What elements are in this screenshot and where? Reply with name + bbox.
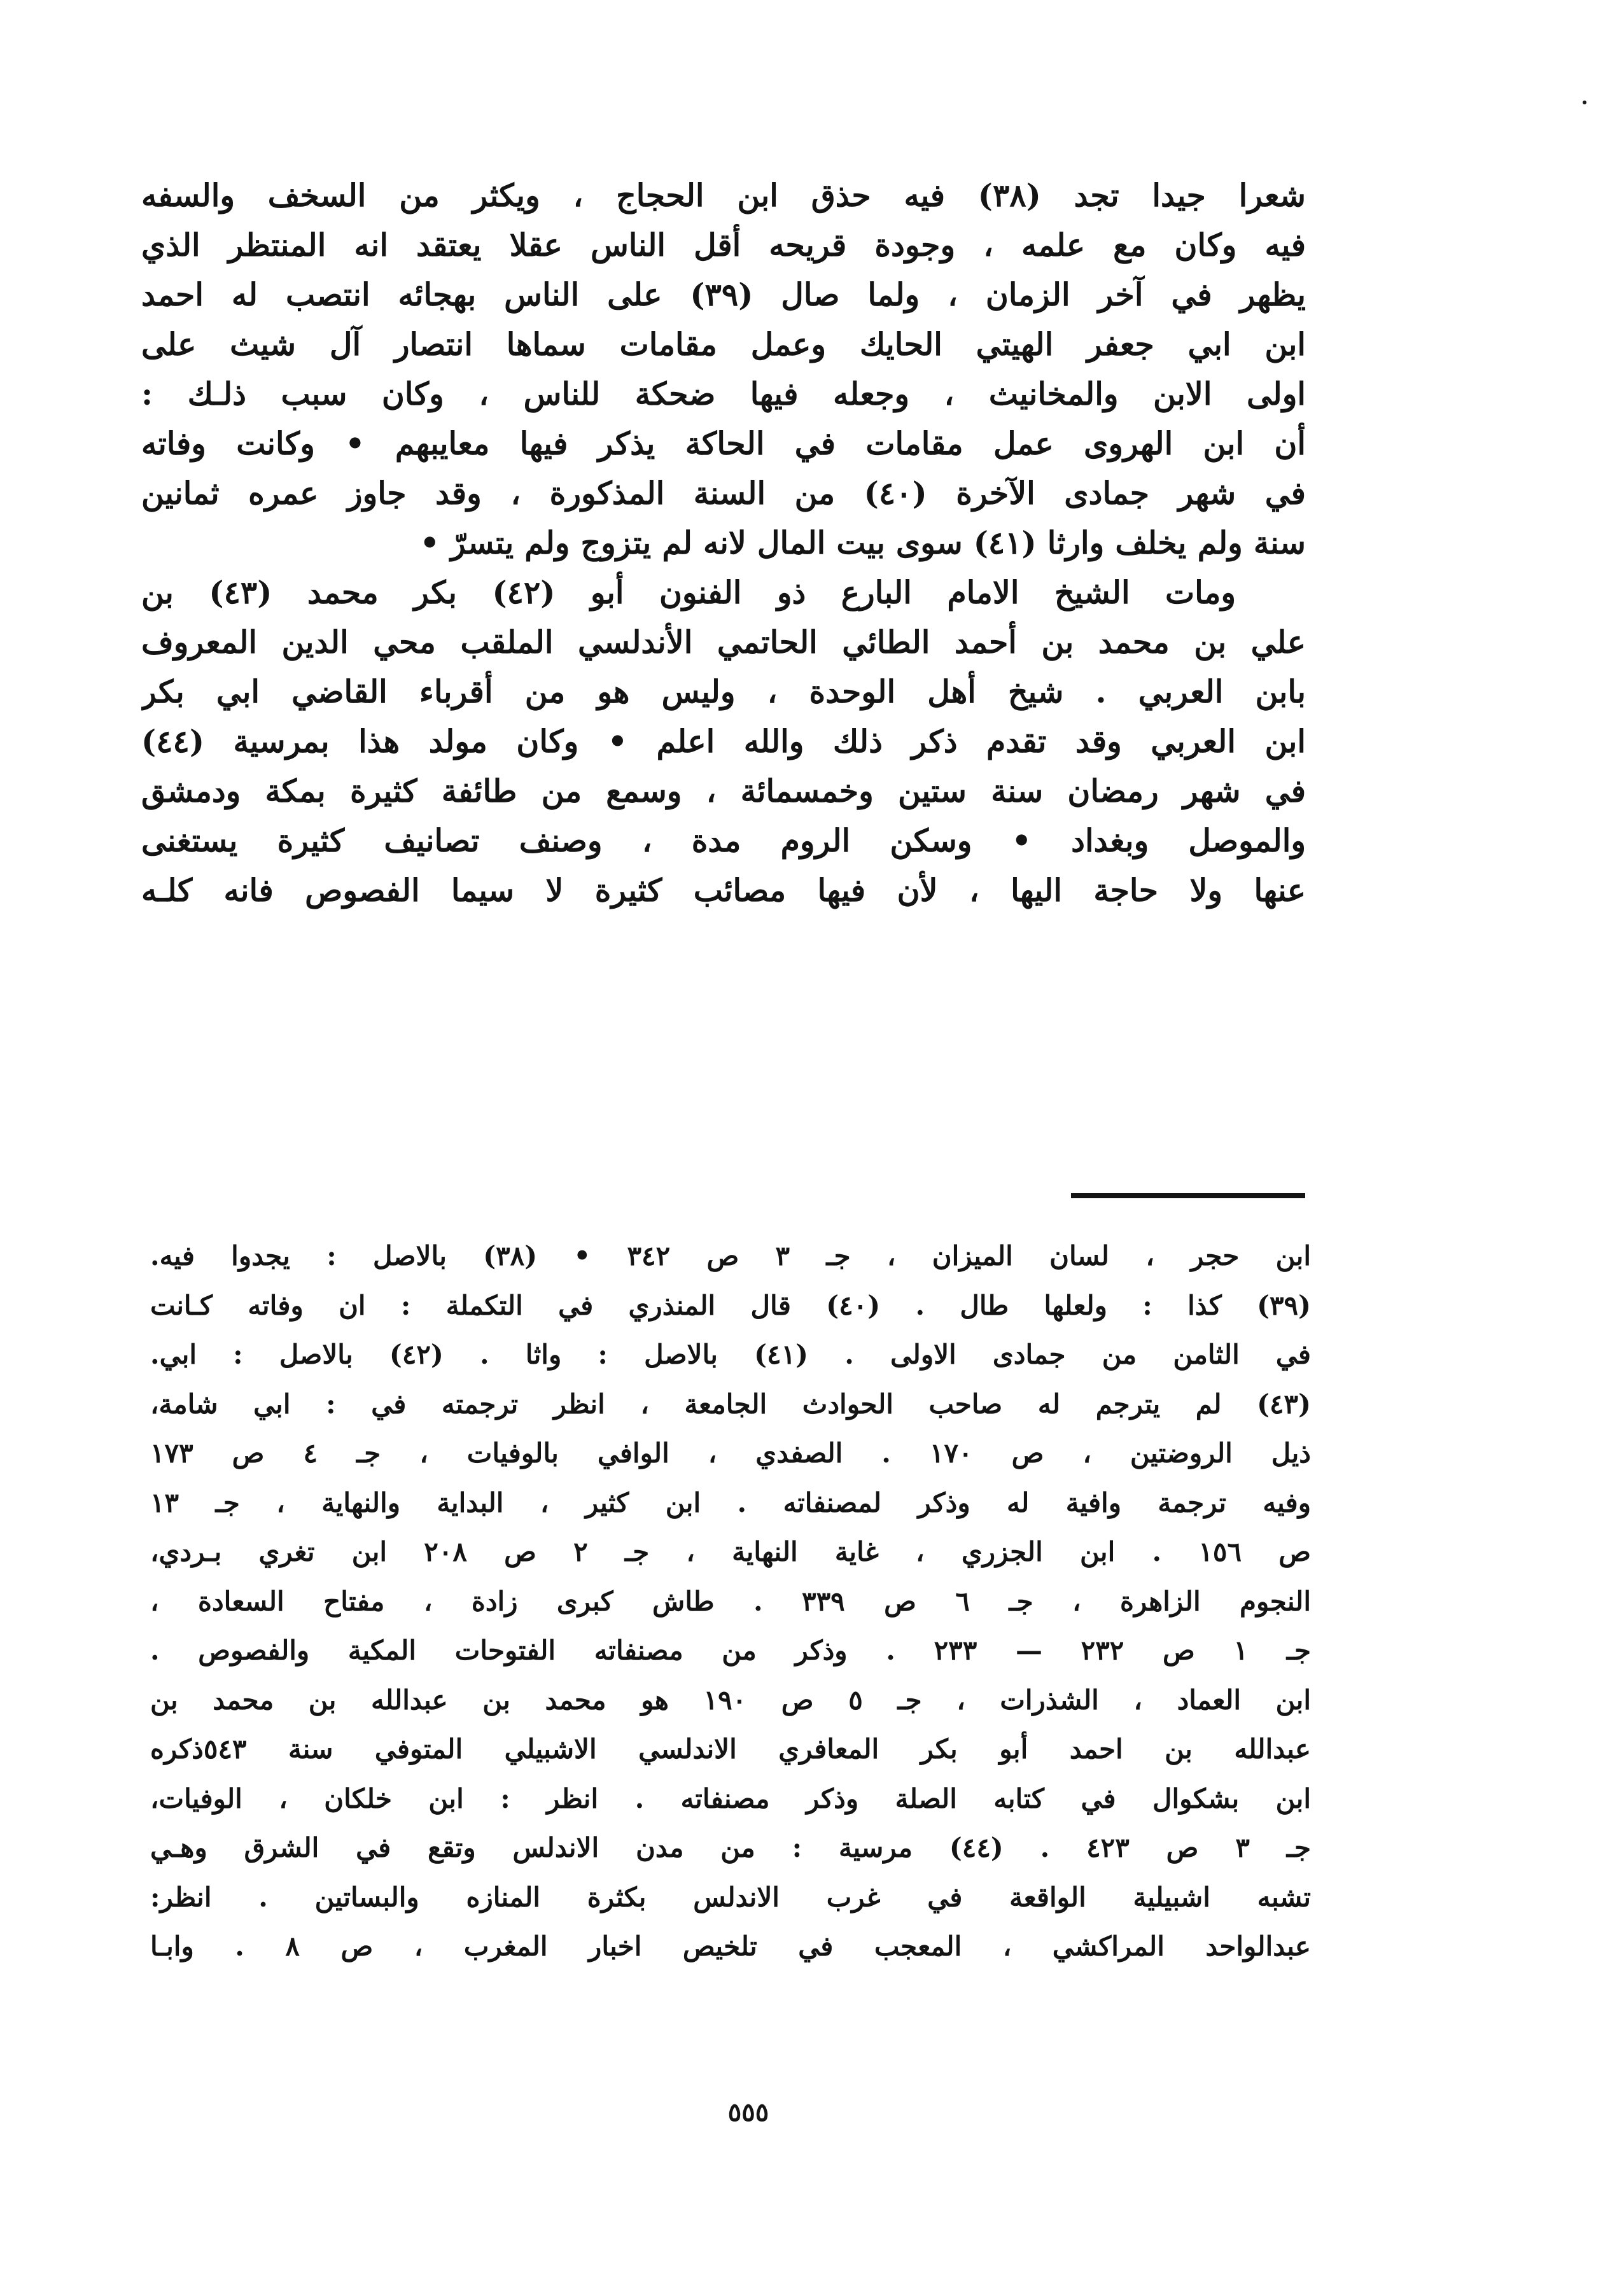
footnote-line: وفيه ترجمة وافية له وذكر لمصنفاته . ابن كثير ، البداية والنهاية ، جـ ١٣ <box>150 1486 1311 1518</box>
footnote-separator <box>1071 1193 1305 1198</box>
footnote-line: ذيل الروضتين ، ص ١٧٠ . الصفدي ، الوافي بالوفيات ، جـ ٤ ص ١٧٣ <box>150 1437 1311 1469</box>
footnote-line: ابن العماد ، الشذرات ، جـ ٥ ص ١٩٠ هو محمد بن عبدالله بن محمد بن <box>150 1684 1311 1716</box>
body-line: والموصل وبغداد • وسكن الروم مدة ، وصنف تصانيف كثيرة يستغنى <box>141 822 1306 859</box>
body-line: يظهر في آخر الزمان ، ولما صال (٣٩) على الناس بهجائه انتصب له احمد <box>141 276 1306 313</box>
footnote-line: ابن بشكوال في كتابه الصلة وذكر مصنفاته . انظر : ابن خلكان ، الوفيات، <box>150 1782 1311 1814</box>
body-line: اولى الابن والمخانيث ، وجعله فيها ضحكة للناس ، وكان سبب ذلـك : <box>141 375 1306 412</box>
footnote-line: (٤٣) لم يترجم له صاحب الحوادث الجامعة ، انظر ترجمته في : ابي شامة، <box>150 1388 1311 1420</box>
scan-speck <box>1583 101 1586 104</box>
body-line: عنها ولا حاجة اليها ، لأن فيها مصائب كثيرة لا سيما الفصوص فانه كلـه <box>141 872 1306 909</box>
body-line: سنة ولم يخلف وارثا (٤١) سوى بيت المال لانه لم يتزوج ولم يتسرّ • <box>419 524 1306 561</box>
body-line: شعرا جيدا تجد (٣٨) فيه حذق ابن الحجاج ، ويكثر من السخف والسفه <box>141 177 1306 214</box>
body-line: ابن العربي وقد تقدم ذكر ذلك والله اعلم • وكان مولد هذا بمرسية (٤٤) <box>141 723 1306 760</box>
footnote-line: جـ ١ ص ٢٣٢ — ٢٣٣ . وذكر من مصنفاته الفتوحات المكية والفصوص . <box>150 1635 1311 1666</box>
footnote-line: النجوم الزاهرة ، جـ ٦ ص ٣٣٩ . طاش كبرى زادة ، مفتاح السعادة ، <box>150 1585 1311 1617</box>
footnote-line: عبدالواحد المراكشي ، المعجب في تلخيص اخبار المغرب ، ص ٨ . وابـا <box>150 1931 1311 1962</box>
body-line: فيه وكان مع علمه ، وجودة قريحه أقل الناس عقلا يعتقد انه المنتظر الذي <box>141 227 1306 263</box>
footnotes-block <box>150 1231 1311 1971</box>
main-text-block <box>141 171 1306 915</box>
body-line: ابن ابي جعفر الهيتي الحايك وعمل مقامات سماها انتصار آل شيث على <box>141 326 1306 363</box>
footnote-line: تشبه اشبيلية الواقعة في غرب الاندلس بكثرة المنازه والبساتين . انظر: <box>150 1881 1311 1913</box>
body-line: ومات الشيخ الامام البارع ذو الفنون أبو (٤٢) بكر محمد (٤٣) بن <box>141 574 1236 611</box>
footnote-line: في الثامن من جمادى الاولى . (٤١) بالاصل : واثا . (٤٢) بالاصل : ابي. <box>150 1339 1311 1370</box>
page-number: ٥٥٥ <box>727 2097 769 2127</box>
footnote-line: ابن حجر ، لسان الميزان ، جـ ٣ ص ٣٤٢ • (٣٨) بالاصل : يجدوا فيه. <box>150 1240 1311 1271</box>
body-line: أن ابن الهروى عمل مقامات في الحاكة يذكر فيها معايبهم • وكانت وفاته <box>141 425 1306 462</box>
footnote-line: ص ١٥٦ . ابن الجزري ، غاية النهاية ، جـ ٢ ص ٢٠٨ ابن تغري بـردي، <box>150 1536 1311 1567</box>
footnote-line: عبدالله بن احمد أبو بكر المعافري الاندلسي الاشبيلي المتوفي سنة ٥٤٣ذكره <box>150 1733 1311 1765</box>
body-line: في شهر رمضان سنة ستين وخمسمائة ، وسمع من طائفة كثيرة بمكة ودمشق <box>141 773 1306 809</box>
footnote-line: (٣٩) كذا : ولعلها طال . (٤٠) قال المنذري في التكملة : ان وفاته كـانت <box>150 1289 1311 1321</box>
body-line: في شهر جمادى الآخرة (٤٠) من السنة المذكورة ، وقد جاوز عمره ثمانين <box>141 475 1306 512</box>
body-line: بابن العربي . شيخ أهل الوحدة ، وليس هو من أقرباء القاضي ابي بكر <box>141 673 1306 710</box>
body-line: علي بن محمد بن أحمد الطائي الحاتمي الأندلسي الملقب محي الدين المعروف <box>141 624 1306 661</box>
footnote-line: جـ ٣ ص ٤٢٣ . (٤٤) مرسية : من مدن الاندلس وتقع في الشرق وهـي <box>150 1832 1311 1863</box>
